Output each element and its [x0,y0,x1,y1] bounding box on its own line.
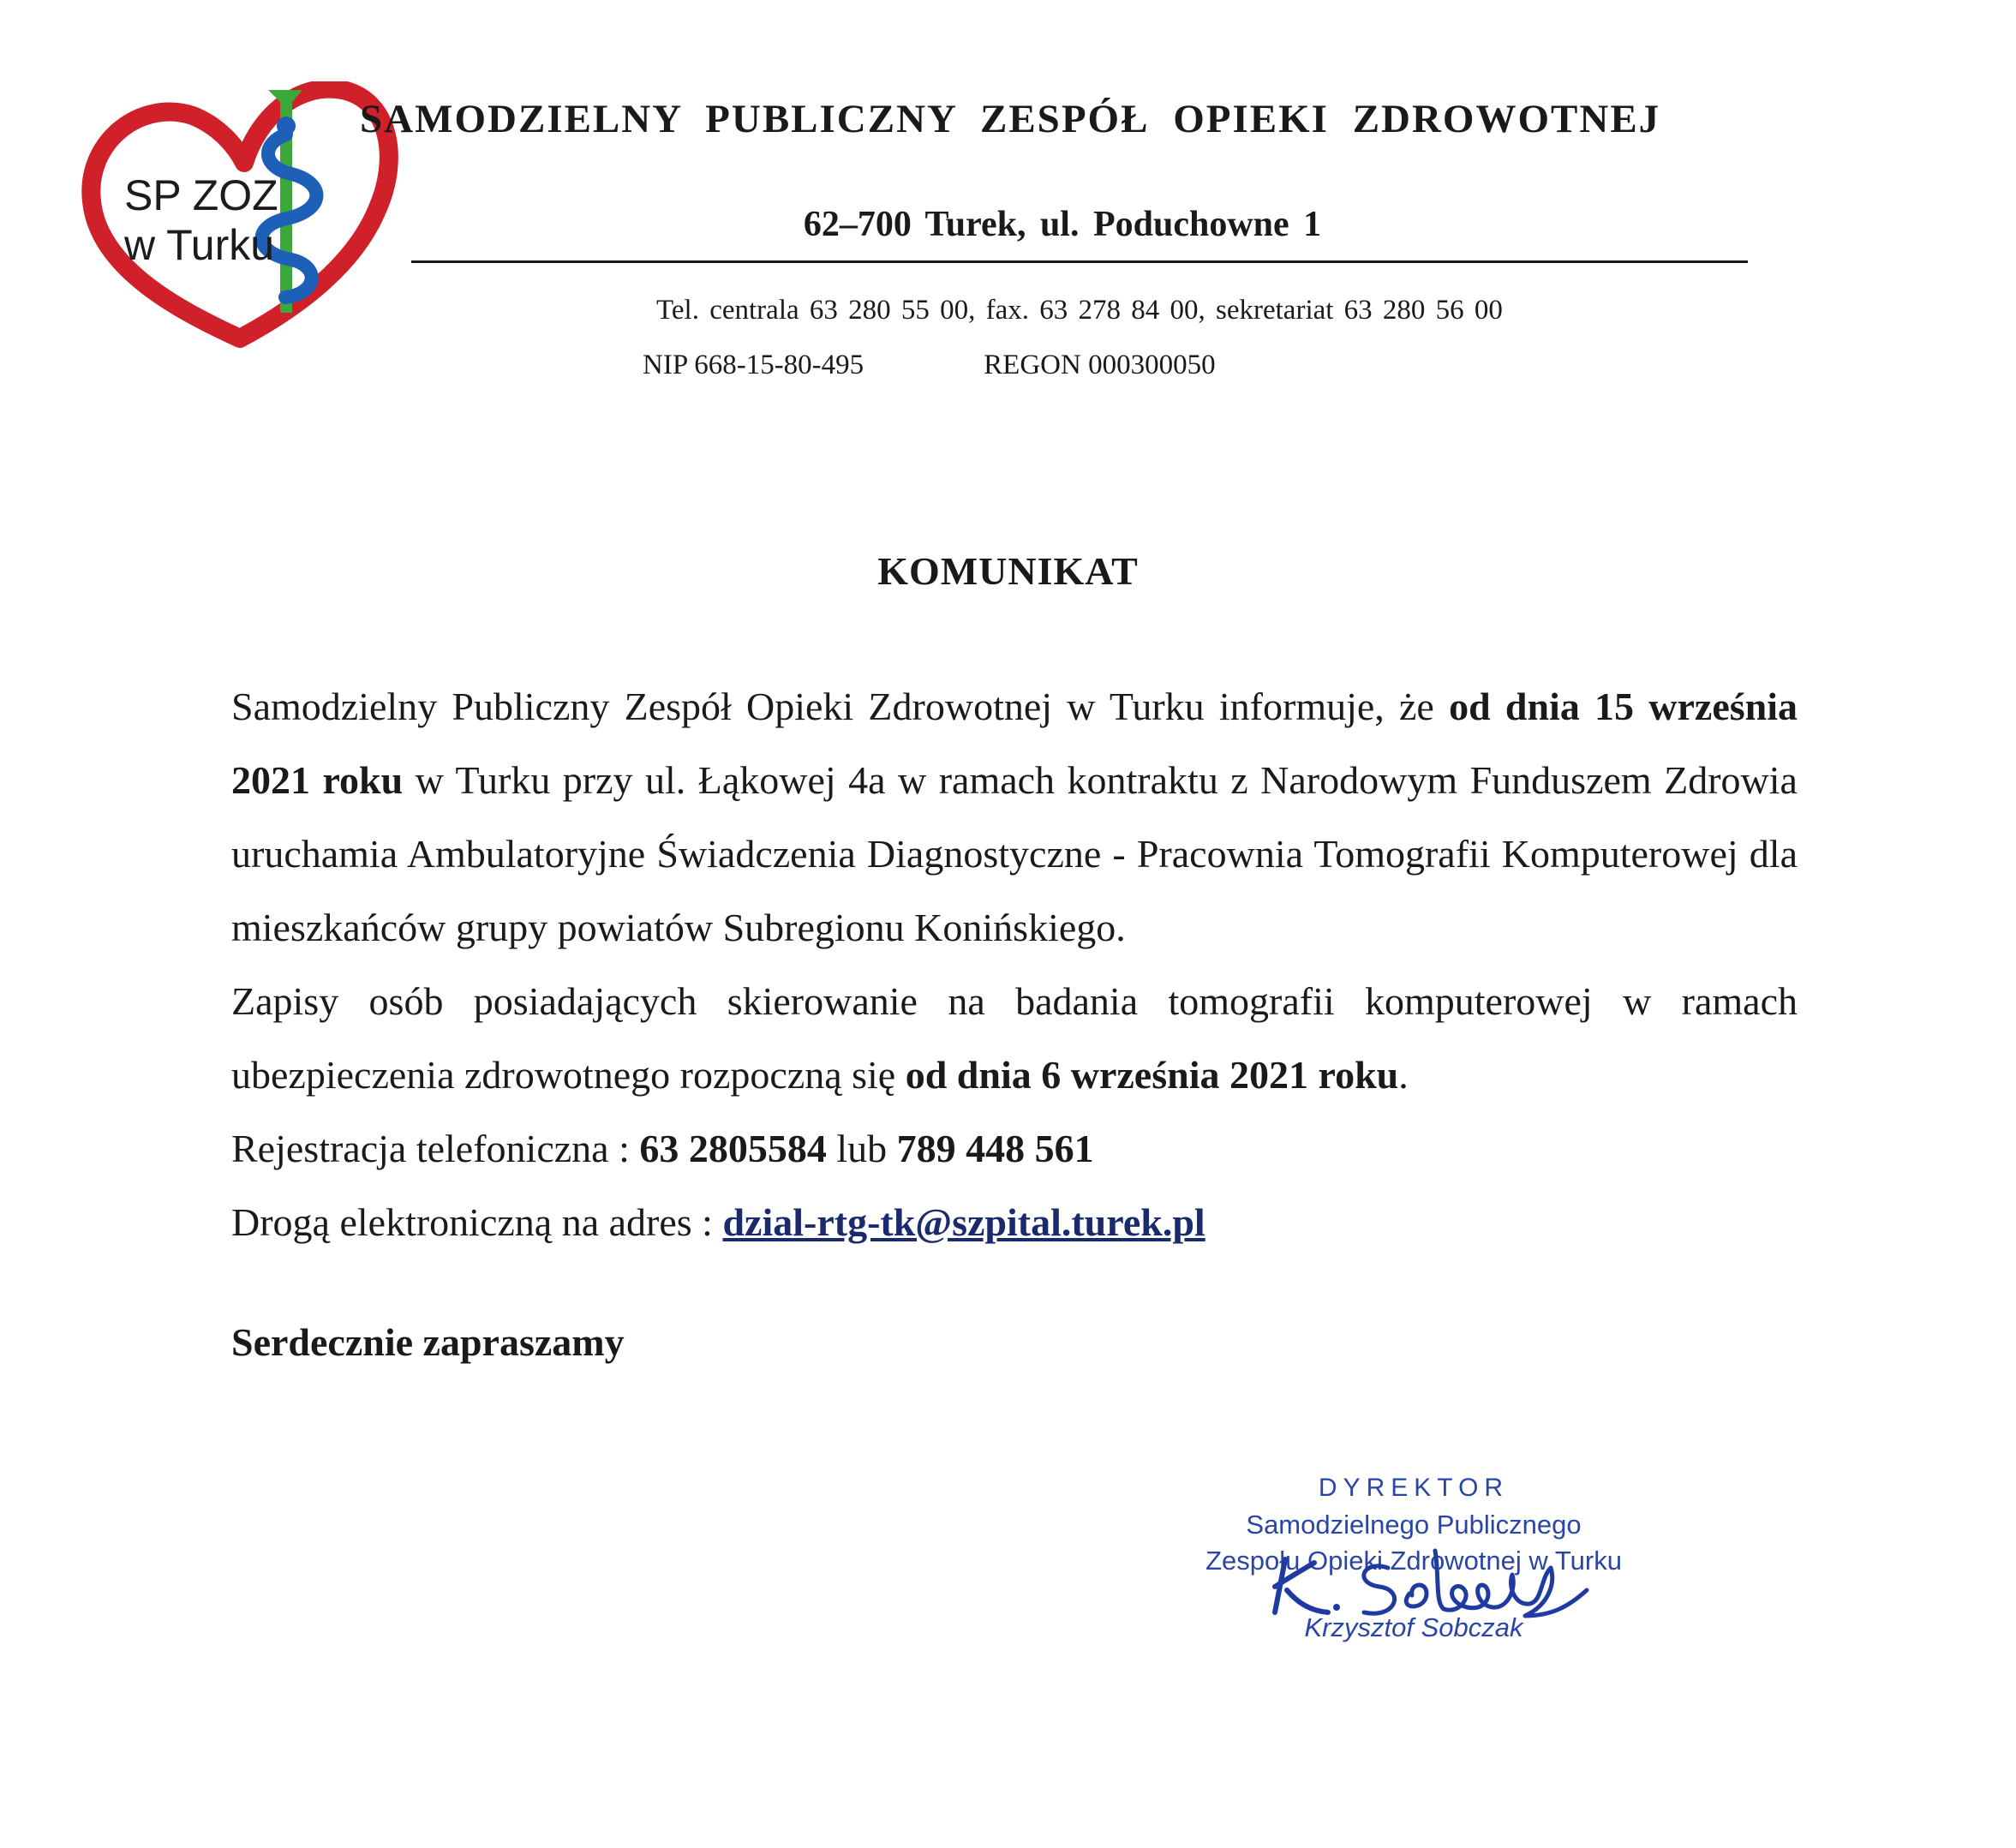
text-span: Zapisy osób posiadających skierowanie na badania tomografii komputerowej w ramach ubezpieczenia zdrowotnego rozpoczną się [231,979,1798,1097]
stamp-line-2: Zespołu Opieki Zdrowotnej w Turku [1205,1546,1622,1576]
email-link[interactable]: dzial-rtg-tk@szpital.turek.pl [722,1200,1205,1244]
signature-scribble [1268,1534,1611,1628]
text-span: lub [826,1127,897,1170]
registration-date: od dnia 6 września 2021 roku [905,1053,1399,1097]
text-span: w Turku przy ul. Łąkowej 4a w ramach kontraktu z Narodowym Funduszem Zdrowia uruchamia Ambulatoryjne Świadczenia Diagnostyczne - Pracownia Tomografii Komputerowej dla mieszkańców grupy powiatów Subregionu Konińskiego. [231,758,1798,949]
registration-ids [643,350,1585,381]
phone-number-1: 63 2805584 [639,1127,827,1170]
paragraph-launch [231,670,1798,965]
stamp-director-name: Krzysztof Sobczak [1304,1612,1523,1642]
text-span: . [1398,1053,1409,1097]
announcement-body [231,670,1798,1259]
handwritten-signature [1268,1534,1611,1628]
organization-name: SAMODZIELNY PUBLICZNY ZESPÓŁ OPIEKI ZDROWOTNEJ [360,97,1661,141]
email-registration-line [231,1186,1798,1259]
logo-text-line2: w Turku [124,221,275,269]
stamp-title: DYREKTOR [1318,1474,1510,1502]
header-divider [411,260,1748,263]
organization-address: 62–700 Turek, ul. Poduchowne 1 [803,205,1322,244]
phone-number-2: 789 448 561 [896,1127,1094,1170]
stamp-line-1: Samodzielnego Publicznego [1246,1510,1582,1540]
document-title: KOMUNIKAT [877,549,1139,593]
nip-number: NIP 668-15-80-495 [643,350,864,380]
launch-date: od dnia 15 września 2021 roku [231,685,1798,802]
contact-numbers: Tel. centrala 63 280 55 00, fax. 63 278 84 00, sekretariat 63 280 56 00 [656,295,1503,326]
phone-label: Rejestracja telefoniczna : [231,1127,640,1170]
email-label: Drogą elektroniczną na adres : [231,1200,723,1244]
regon-number: REGON 000300050 [984,350,1216,380]
phone-registration-line [231,1112,1798,1186]
paragraph-registration [231,965,1798,1112]
closing-line: Serdecznie zapraszamy [231,1320,625,1364]
logo-text-line1: SP ZOZ [124,171,278,219]
text-span: Samodzielny Publiczny Zespół Opieki Zdrowotnej w Turku informuje, że [231,685,1450,728]
organization-logo [81,81,407,356]
